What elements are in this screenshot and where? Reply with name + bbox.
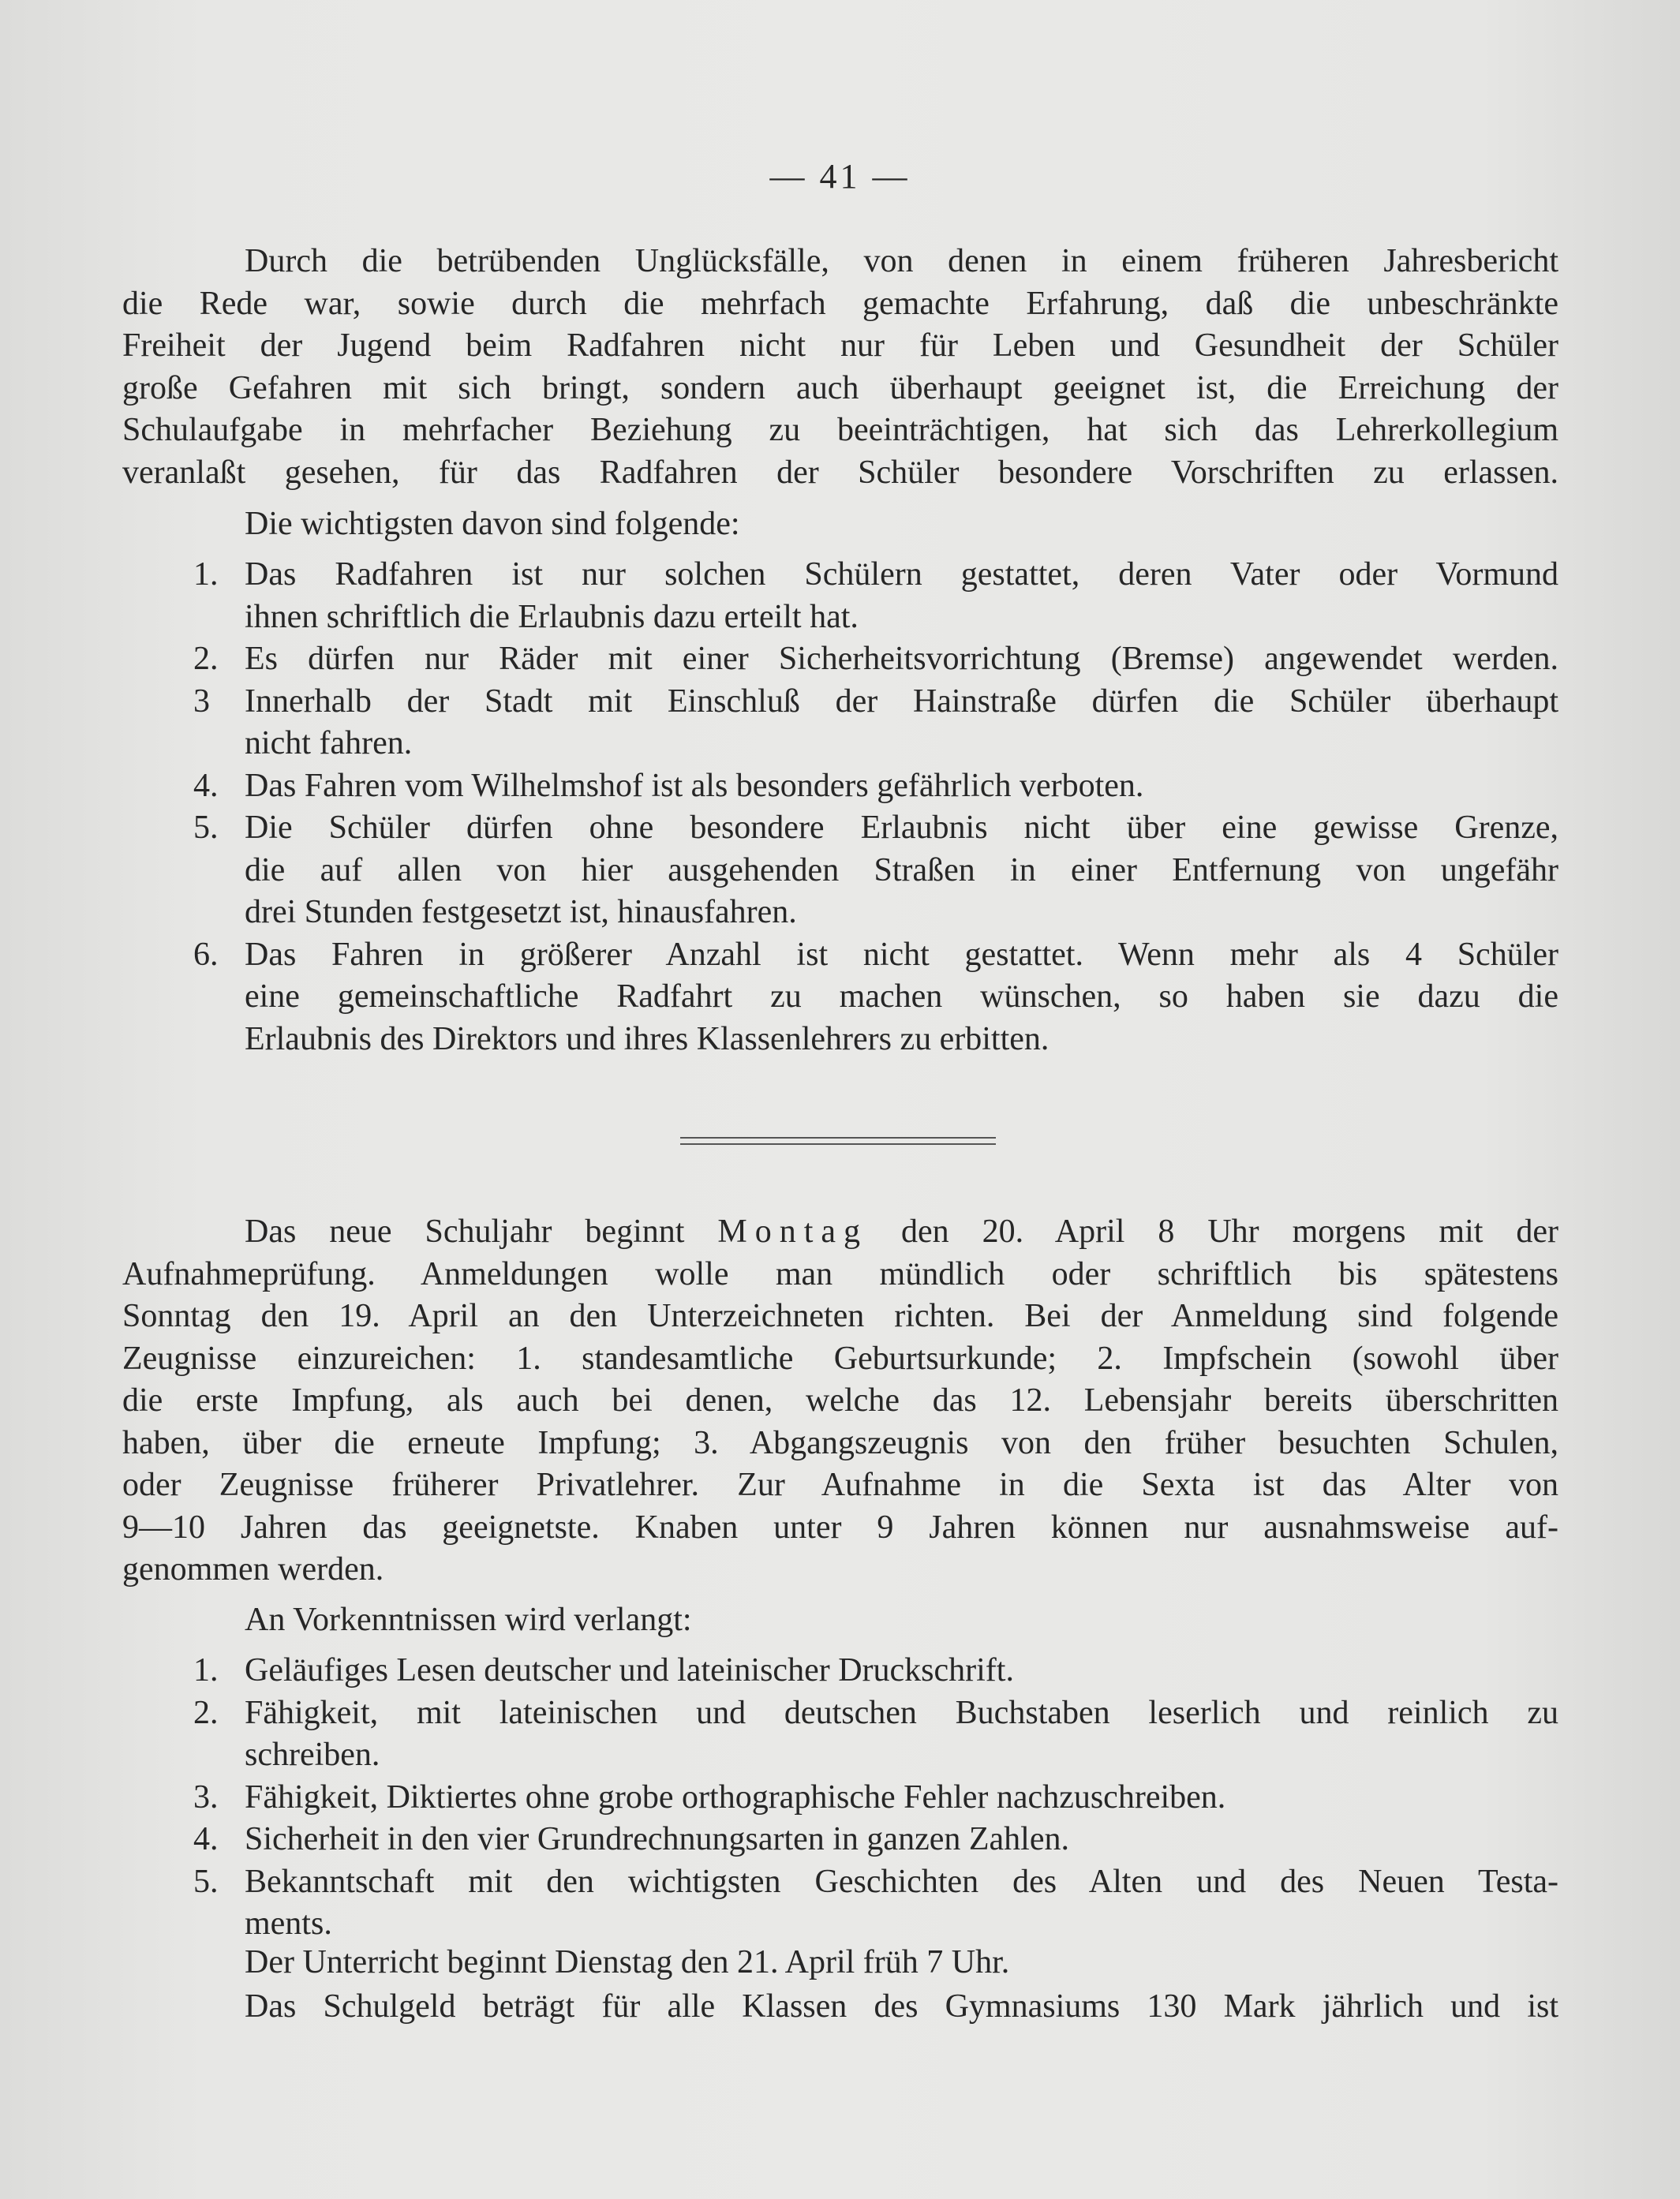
list-item bbox=[193, 1819, 1558, 1861]
text-line: Es dürfen nur Räder mit einer Sicherheitsvorrichtung (Bremse) angewendet werden. bbox=[245, 641, 1558, 677]
text-line: Das Fahren in größerer Anzahl ist nicht gestattet. Wenn mehr als 4 Schüler bbox=[245, 936, 1558, 973]
text-line: eine gemeinschaftliche Radfahrt zu machen wünschen, so haben sie dazu die bbox=[245, 978, 1558, 1015]
item-number: 1. bbox=[193, 556, 219, 593]
text-line: Die Schüler dürfen ohne besondere Erlaubnis nicht über eine gewisse Grenze, bbox=[245, 810, 1558, 846]
text-line: Freiheit der Jugend beim Radfahren nicht nur für Leben und Gesundheit der Schüler bbox=[122, 327, 1558, 364]
item-number: 2. bbox=[193, 641, 219, 677]
item-number: 6. bbox=[193, 936, 219, 973]
weekday-emphasis: Montag bbox=[717, 1214, 869, 1250]
text-line: Das Fahren vom Wilhelmshof ist als besonders gefährlich verboten. bbox=[245, 767, 1144, 804]
text-line: Sonntag den 19. April an den Unterzeichneten richten. Bei der Anmeldung sind folgende bbox=[122, 1298, 1558, 1334]
list-item bbox=[193, 1650, 1558, 1692]
list-item bbox=[193, 1777, 1558, 1819]
text-line: Bekanntschaft mit den wichtigsten Geschichten des Alten und des Neuen Testa- bbox=[245, 1863, 1558, 1900]
text-line: ihnen schriftlich die Erlaubnis dazu erteilt hat. bbox=[245, 598, 859, 635]
text-line bbox=[122, 1211, 1558, 1254]
text-line: die auf allen von hier ausgehenden Straßen in einer Entfernung von ungefähr bbox=[245, 851, 1558, 888]
item-number: 5. bbox=[193, 1863, 219, 1900]
list-item bbox=[193, 1861, 1558, 1946]
text-line: nicht fahren. bbox=[245, 725, 413, 761]
text-line: Das Radfahren ist nur solchen Schülern gestattet, deren Vater oder Vormund bbox=[245, 556, 1558, 593]
text-line: drei Stunden festgesetzt ist, hinausfahren. bbox=[245, 894, 797, 930]
item-number: 4. bbox=[193, 1821, 219, 1857]
paragraph-cycling-intro bbox=[122, 241, 1558, 494]
closing-line-start: Der Unterricht beginnt Dienstag den 21. April früh 7 Uhr. bbox=[245, 1944, 1010, 1980]
item-number: 1. bbox=[193, 1652, 219, 1689]
text-line: Innerhalb der Stadt mit Einschluß der Hainstraße dürfen die Schüler überhaupt bbox=[245, 683, 1558, 720]
paragraph-school-year bbox=[122, 1211, 1558, 1591]
text-line: oder Zeugnisse früherer Privatlehrer. Zur Aufnahme in die Sexta ist das Alter von bbox=[122, 1467, 1558, 1503]
item-number: 4. bbox=[193, 767, 219, 804]
list-item bbox=[193, 1692, 1558, 1777]
text-line: ments. bbox=[245, 1905, 332, 1942]
line-end: den 20. April 8 Uhr morgens mit der bbox=[901, 1214, 1559, 1250]
text-line: Fähigkeit, mit lateinischen und deutschen Buchstaben leserlich und reinlich zu bbox=[245, 1694, 1558, 1731]
section-divider bbox=[680, 1137, 996, 1145]
requirements-intro: An Vorkenntnissen wird verlangt: bbox=[245, 1602, 692, 1638]
list-item bbox=[193, 681, 1558, 765]
page-number: — 41 — bbox=[769, 157, 911, 196]
text-line: Schulaufgabe in mehrfacher Beziehung zu beeinträchtigen, hat sich das Lehrerkollegium bbox=[122, 412, 1558, 448]
text-line: haben, über die erneute Impfung; 3. Abgangszeugnis von den früher besuchten Schulen, bbox=[122, 1424, 1558, 1461]
text-line: Das Schulgeld beträgt für alle Klassen des Gymnasiums 130 Mark jährlich und ist bbox=[245, 1988, 1558, 2025]
requirements-list bbox=[193, 1650, 1558, 1946]
text-line: Fähigkeit, Diktiertes ohne grobe orthographische Fehler nachzuschreiben. bbox=[245, 1778, 1226, 1816]
item-number: 3. bbox=[193, 1778, 219, 1816]
list-item bbox=[193, 638, 1558, 681]
text-line: die erste Impfung, als auch bei denen, welche das 12. Lebensjahr bereits überschritten bbox=[122, 1382, 1558, 1419]
line-start: Das neue Schuljahr beginnt bbox=[245, 1214, 685, 1250]
text-line: Durch die betrübenden Unglücksfälle, von denen in einem früheren Jahresbericht bbox=[245, 243, 1558, 279]
list-item bbox=[193, 934, 1558, 1061]
list-item bbox=[193, 765, 1558, 808]
text-line: Sicherheit in den vier Grundrechnungsarten in ganzen Zahlen. bbox=[245, 1821, 1069, 1857]
text-line: 9—10 Jahren das geeignetste. Knaben unter 9 Jahren können nur ausnahmsweise auf- bbox=[122, 1509, 1558, 1546]
list-item bbox=[193, 807, 1558, 934]
text-line: Erlaubnis des Direktors und ihres Klassenlehrers zu erbitten. bbox=[245, 1020, 1050, 1057]
text-line: veranlaßt gesehen, für das Radfahren der Schüler besondere Vorschriften zu erlassen. bbox=[122, 454, 1558, 491]
item-number: 3 bbox=[193, 683, 210, 720]
text-line: Zeugnisse einzureichen: 1. standesamtliche Geburtsurkunde; 2. Impfschein (sowohl über bbox=[122, 1340, 1558, 1377]
closing-paragraph bbox=[245, 1986, 1558, 2029]
text-line: die Rede war, sowie durch die mehrfach gemachte Erfahrung, daß die unbeschränkte bbox=[122, 285, 1558, 322]
rules-intro: Die wichtigsten davon sind folgende: bbox=[245, 506, 740, 542]
text-line: Aufnahmeprüfung. Anmeldungen wolle man mündlich oder schriftlich bis spätestens bbox=[122, 1255, 1558, 1292]
item-number: 5. bbox=[193, 810, 219, 846]
text-line: schreiben. bbox=[245, 1737, 380, 1773]
text-line: Geläufiges Lesen deutscher und lateinischer Druckschrift. bbox=[245, 1652, 1014, 1689]
item-number: 2. bbox=[193, 1694, 219, 1731]
list-item bbox=[193, 554, 1558, 638]
text-line: große Gefahren mit sich bringt, sondern auch überhaupt geeignet ist, die Erreichung der bbox=[122, 369, 1558, 406]
text-line: genommen werden. bbox=[122, 1551, 384, 1588]
cycling-rules-list bbox=[193, 554, 1558, 1060]
